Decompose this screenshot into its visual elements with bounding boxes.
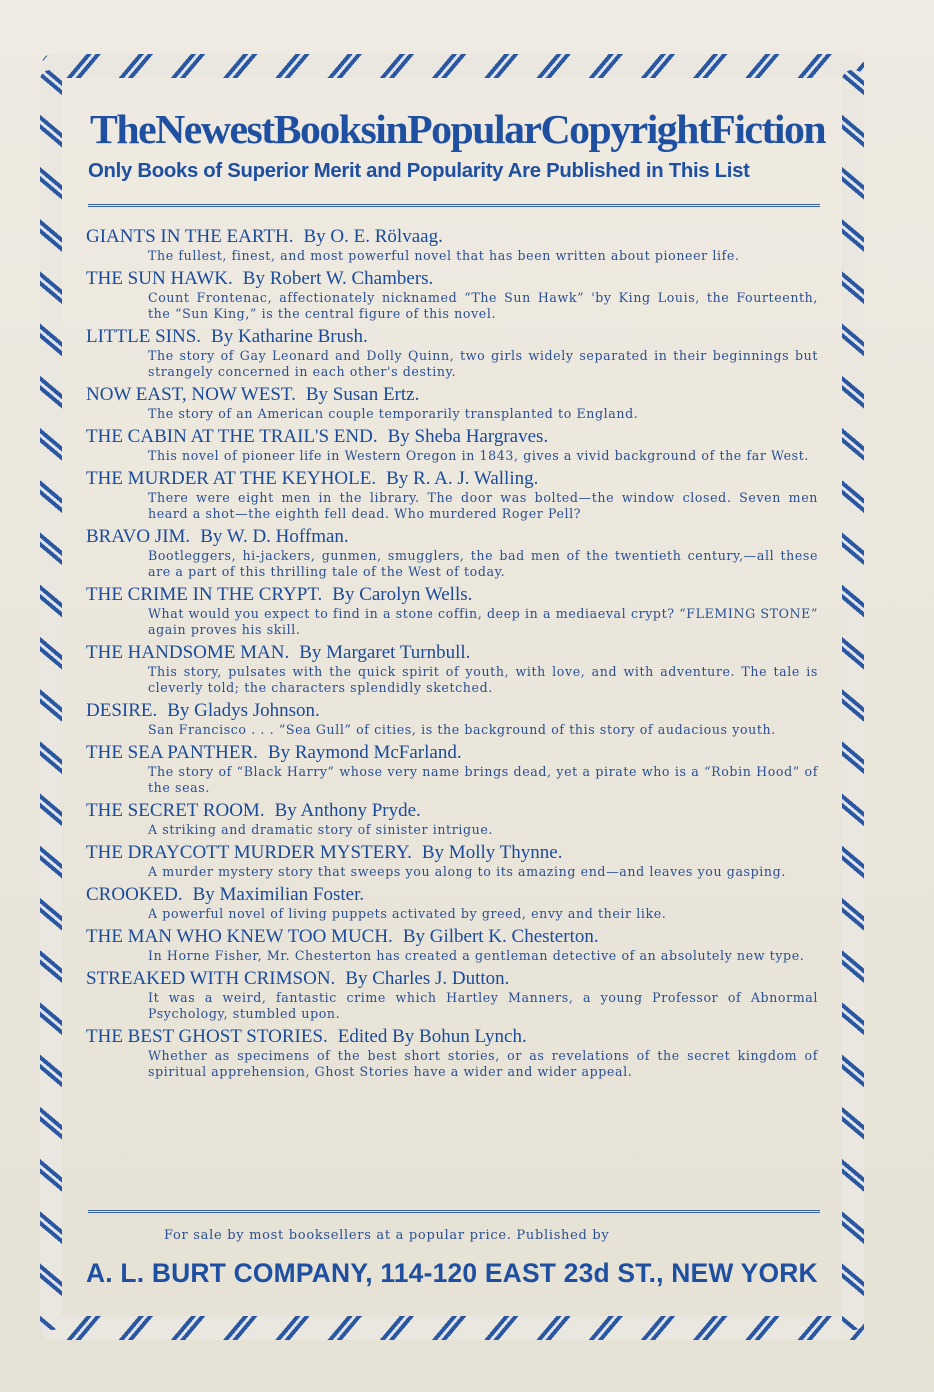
book-heading <box>86 642 818 664</box>
book-description: This novel of pioneer life in Western Oregon in 1843, gives a vivid background of the far West. <box>148 448 809 463</box>
book-heading <box>86 926 818 948</box>
book-description: Whether as specimens of the best short stories, or as revelations of the secret kingdom of spiritual apprehension, Ghost Stories have a wider and wider appeal. <box>148 1048 818 1079</box>
book-heading <box>86 800 818 822</box>
book-heading <box>86 468 818 490</box>
page-subtitle: Only Books of Superior Merit and Popularity Are Published in This List <box>88 160 750 182</box>
book-title: DESIRE. <box>86 700 158 721</box>
book-title: THE MURDER AT THE KEYHOLE. <box>86 468 377 489</box>
list-item <box>86 842 818 880</box>
book-description: The story of “Black Harry” whose very name brings dead, yet a pirate who is a “Robin Hood” of the seas. <box>148 764 818 795</box>
book-author: By Molly Thynne. <box>421 842 563 863</box>
rope-border-bottom <box>42 1316 864 1340</box>
book-title: BRAVO JIM. <box>86 526 191 547</box>
book-author: By Maximilian Foster. <box>192 884 365 905</box>
book-author: By Sheba Hargraves. <box>387 426 549 447</box>
book-heading <box>86 884 818 906</box>
book-description: A striking and dramatic story of sinister intrigue. <box>148 822 493 837</box>
book-description: The story of an American couple temporarily transplanted to England. <box>148 406 639 421</box>
book-title: STREAKED WITH CRIMSON. <box>86 968 336 989</box>
book-title: THE MAN WHO KNEW TOO MUCH. <box>86 926 393 947</box>
book-heading <box>86 842 818 864</box>
list-item <box>86 968 818 1022</box>
book-heading <box>86 226 818 248</box>
book-description: San Francisco . . . “Sea Gull” of cities, is the background of this story of audacious youth. <box>148 722 776 737</box>
book-heading <box>86 426 818 448</box>
sale-line: For sale by most booksellers at a popular price. Published by <box>164 1228 610 1243</box>
book-title: THE BEST GHOST STORIES. <box>86 1026 328 1047</box>
rope-border-right <box>842 70 864 1330</box>
book-description: Bootleggers, hi-jackers, gunmen, smugglers, the bad men of the twentieth century,—all these are a part of this thrilling tale of the West of today. <box>148 548 818 579</box>
publisher-address: A. L. BURT COMPANY, 114-120 EAST 23d ST., NEW YORK <box>86 1258 818 1288</box>
book-author: By Charles J. Dutton. <box>345 968 510 989</box>
book-description: This story, pulsates with the quick spirit of youth, with love, and with adventure. The tale is cleverly told; the characters splendidly sketched. <box>148 664 818 695</box>
list-item <box>86 426 818 464</box>
book-title: THE CRIME IN THE CRYPT. <box>86 584 323 605</box>
book-description: The story of Gay Leonard and Dolly Quinn, two girls widely separated in their beginnings but strangely concerned in each other's destiny. <box>148 348 818 379</box>
book-author: By Robert W. Chambers. <box>242 268 434 289</box>
book-heading <box>86 700 818 722</box>
book-title: THE DRAYCOTT MURDER MYSTERY. <box>86 842 412 863</box>
book-heading <box>86 526 818 548</box>
page-title: TheNewestBooksinPopularCopyrightFiction <box>90 107 826 153</box>
bottom-divider <box>88 1210 820 1215</box>
list-item <box>86 800 818 838</box>
book-author: By Margaret Turnbull. <box>299 642 471 663</box>
book-title: THE HANDSOME MAN. <box>86 642 290 663</box>
book-description: A murder mystery story that sweeps you along to its amazing end—and leaves you gasping. <box>148 864 786 879</box>
rope-border-left <box>40 70 62 1330</box>
book-heading <box>86 268 818 290</box>
book-author: By Gilbert K. Chesterton. <box>402 926 599 947</box>
book-heading <box>86 326 818 348</box>
book-heading <box>86 1026 818 1048</box>
book-author: By Katharine Brush. <box>211 326 368 347</box>
list-item <box>86 584 818 638</box>
list-item <box>86 526 818 580</box>
book-title: LITTLE SINS. <box>86 326 202 347</box>
list-item <box>86 642 818 696</box>
book-author: By Susan Ertz. <box>305 384 420 405</box>
book-title: THE CABIN AT THE TRAIL'S END. <box>86 426 378 447</box>
list-item <box>86 468 818 522</box>
book-heading <box>86 584 818 606</box>
book-title: GIANTS IN THE EARTH. <box>86 226 294 247</box>
list-item <box>86 1026 818 1080</box>
list-item <box>86 326 818 380</box>
book-author: By Anthony Pryde. <box>274 800 421 821</box>
book-author: By R. A. J. Walling. <box>386 468 539 489</box>
book-description: It was a weird, fantastic crime which Hartley Manners, a young Professor of Abnormal Psychology, stumbled upon. <box>148 990 818 1021</box>
book-description: Count Frontenac, affectionately nicknamed “The Sun Hawk” 'by King Louis, the Fourteenth, the “Sun King,” is the central figure of this novel. <box>148 290 818 321</box>
book-description: The fullest, finest, and most powerful novel that has been written about pioneer life. <box>148 248 740 263</box>
book-author: By Raymond McFarland. <box>267 742 462 763</box>
book-heading <box>86 968 818 990</box>
book-author: By O. E. Rölvaag. <box>303 226 443 247</box>
list-item <box>86 884 818 922</box>
book-description: There were eight men in the library. The door was bolted—the window closed. Seven men heard a shot—the eighth fell dead. Who murdered Roger Pell? <box>148 490 818 521</box>
list-item <box>86 226 818 264</box>
book-title: THE SECRET ROOM. <box>86 800 265 821</box>
list-item <box>86 926 818 964</box>
book-author: By W. D. Hoffman. <box>200 526 349 547</box>
book-author: By Carolyn Wells. <box>332 584 473 605</box>
book-title: THE SUN HAWK. <box>86 268 233 289</box>
book-heading <box>86 742 818 764</box>
book-title: CROOKED. <box>86 884 183 905</box>
top-divider <box>88 204 820 209</box>
book-list <box>86 226 818 1084</box>
book-author: Edited By Bohun Lynch. <box>337 1026 527 1047</box>
book-title: NOW EAST, NOW WEST. <box>86 384 296 405</box>
book-description: A powerful novel of living puppets activated by greed, envy and their like. <box>148 906 667 921</box>
list-item <box>86 384 818 422</box>
rope-border-top <box>42 54 864 78</box>
list-item <box>86 742 818 796</box>
list-item <box>86 700 818 738</box>
book-heading <box>86 384 818 406</box>
book-description: In Horne Fisher, Mr. Chesterton has created a gentleman detective of an absolutely new type. <box>148 948 805 963</box>
book-description: What would you expect to find in a stone coffin, deep in a mediaeval crypt? “FLEMING STONE” again proves his skill. <box>148 606 818 637</box>
book-author: By Gladys Johnson. <box>167 700 320 721</box>
list-item <box>86 268 818 322</box>
book-title: THE SEA PANTHER. <box>86 742 258 763</box>
